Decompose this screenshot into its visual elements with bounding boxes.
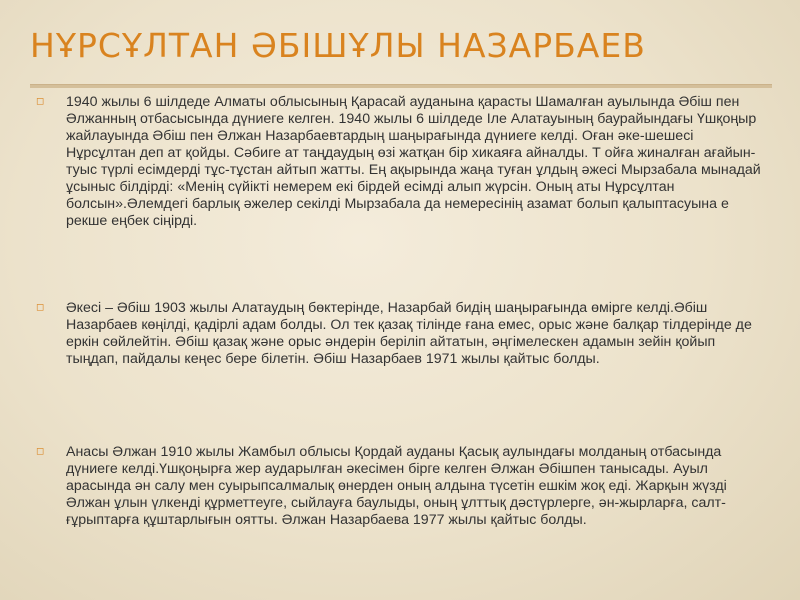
square-bullet-icon: ◻ [36,96,45,107]
slide-title: НҰРСҰЛТАН ӘБІШҰЛЫ НАЗАРБАЕВ [30,26,646,65]
title-divider [30,84,772,88]
paragraph-mother: Анасы Әлжан 1910 жылы Жамбыл облысы Қордай ауданы Қасық аулындағы молданың отбасында дүниеге келді.Үшқоңырға жер аударылған әкесімен бірге келген Әлжан Әбішпен танысады. Ауыл арасында ән салу мен суырыпсалмалық өнерден оның алдына түсетін ешкім жоқ еді. Жарқын жүзді Әлжан ұлын үлкенді құрметтеуге, сыйлауға баулыды, оның ұлттық дәстүрлерге, ән-жырларға, салт-ғұрыптарға құштарлығын оятты. Әлжан Назарбаева 1977 жылы қайтыс болды. [66,444,727,528]
square-bullet-icon: ◻ [36,446,45,457]
square-bullet-icon: ◻ [36,302,45,313]
paragraph-birth: 1940 жылы 6 шілдеде Алматы облысының Қарасай ауданына қарасты Шамалған ауылында Әбіш пен Әлжанның отбасысында дүниеге келген. 1940 жылы 6 шілдеде Іле Алатауының баурайындағы Үшқоңыр жайлауында Әбіш пен Әлжан Назарбаевтардың шаңырағында дүниеге келді. Оған әке-шешесі Нұрсұлтан деп ат қойды. Сәбиге ат таңдаудың өзі жатқан бір хикаяға айналды. Т ойға жиналған ағайын-туыс түрлі есімдерді тұс-тұстан айтып жатты. Ең ақырында жаңа туған ұлдың әжесі Мырзабала мынадай ұсыныс білдірді: «Менің сүйікті немерем екі бірдей есімді алып жүрсін. Оның аты Нұрсұлтан болсын».Әлемдегі барлық әжелер секілді Мырзабала да немересінің азамат болып қалыптасуына е рекше еңбек сіңірді. [66,94,761,229]
paragraph-father: Әкесі – Әбіш 1903 жылы Алатаудың бөктерінде, Назарбай бидің шаңырағында өмірге келді.Әбіш Назарбаев көңілді, қадірлі адам болды. Ол тек қазақ тілінде ғана емес, орыс және балқар тілдерінде де еркін сөйлейтін. Әбіш қазақ және орыс әндерін беріліп айтатын, әңгімелескен адамын зейін қойып тыңдап, пайдалы кеңес бере білетін. Әбіш Назарбаев 1971 жылы қайтыс болды. [66,300,752,367]
